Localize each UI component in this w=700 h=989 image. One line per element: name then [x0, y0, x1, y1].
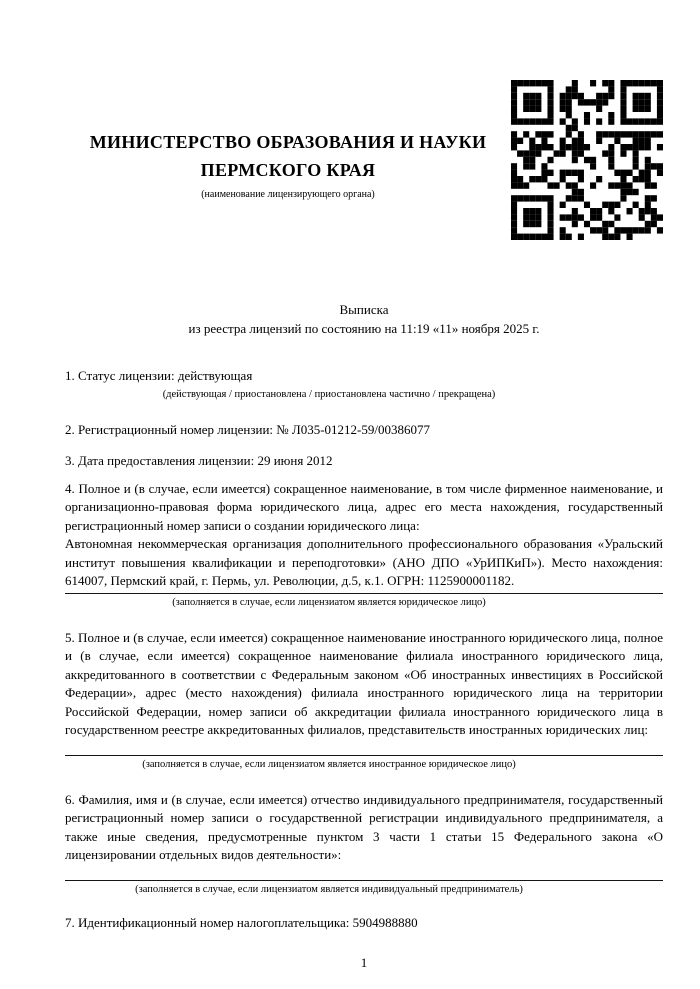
document-title-line1: Выписка: [339, 302, 389, 317]
fill-line: [65, 880, 663, 881]
ministry-name-line2: ПЕРМСКОГО КРАЯ: [200, 160, 376, 180]
document-title: [65, 301, 663, 338]
ministry-name-line1: МИНИСТЕРСТВО ОБРАЗОВАНИЯ И НАУКИ: [89, 132, 487, 152]
item-foreign-entity: [65, 629, 663, 772]
item-registration-number: 2. Регистрационный номер лицензии: № Л035-01212-59/00386077: [65, 421, 431, 437]
fill-line: [65, 593, 663, 594]
item-foreign-entity-caption: (заполняется в случае, если лицензиатом является иностранное юридическое лицо): [142, 758, 516, 770]
item-legal-entity-value: Автономная некоммерческая организация дополнительного профессионального образования «Уральский институт повышения квалификации и переподготовки» (АНО ДПО «УрИПКиП»). Место нахождения: 614007, Пермский край, г. Пермь, ул. Революции, д.5, к.1. ОГРН: 1125900001182.: [65, 536, 663, 588]
item-license-status: 1. Статус лицензии: действующая: [65, 368, 253, 383]
item-grant-date: 3. Дата предоставления лицензии: 29 июня 2012: [65, 453, 333, 468]
item-individual-entrepreneur: [65, 791, 663, 897]
qr-code-icon: [511, 80, 663, 243]
item-foreign-entity-label: 5. Полное и (в случае, если имеется) сокращенное наименование иностранного юридического лица, полное и (в случае, если имеется) сокращенное наименование филиала иностранного юридического лица, аккредитованного в соответствии с Федеральным законом «Об иностранных инвестициях в Российской Федерации», адрес (место нахождения) филиала иностранного юридического лица на территории Российской Федерации, номер записи об аккредитации филиала иностранного юридического лица в государственном реестре аккредитованных филиалов, представительств иностранных юридических лиц:: [65, 629, 663, 737]
page-number: 1: [360, 955, 368, 970]
item-legal-entity: [65, 480, 663, 610]
item-taxpayer-id: 7. Идентификационный номер налогоплательщика: 5904988880: [65, 914, 418, 930]
fill-line: [65, 755, 663, 756]
item-individual-entrepreneur-caption: (заполняется в случае, если лицензиатом является индивидуальный предприниматель): [135, 883, 523, 895]
item-license-status-caption: (действующая / приостановлена / приостановлена частично / прекращена): [162, 388, 496, 400]
licensing-authority-block: [65, 80, 511, 201]
item-individual-entrepreneur-label: 6. Фамилия, имя и (в случае, если имеется) отчество индивидуального предпринимателя, государственный регистрационный номер записи о государственной регистрации индивидуального предпринимателя, а также иные сведения, предусмотренные пунктом 3 части 1 статьи 15 Федерального закона «О лицензировании отдельных видов деятельности»:: [65, 791, 663, 862]
document-header: [65, 80, 663, 243]
item-legal-entity-caption: (заполняется в случае, если лицензиатом является юридическое лицо): [172, 596, 486, 608]
licensing-authority-caption: (наименование лицензирующего органа): [201, 189, 375, 200]
document-title-line2: из реестра лицензий по состоянию на 11:19 «11» ноября 2025 г.: [188, 320, 540, 336]
item-legal-entity-label: 4. Полное и (в случае, если имеется) сокращенное наименование, в том числе фирменное наименование, и организационно-правовая форма юридического лица, адрес его места нахождения, государственный регистрационный номер записи о создании юридического лица:: [65, 480, 663, 533]
